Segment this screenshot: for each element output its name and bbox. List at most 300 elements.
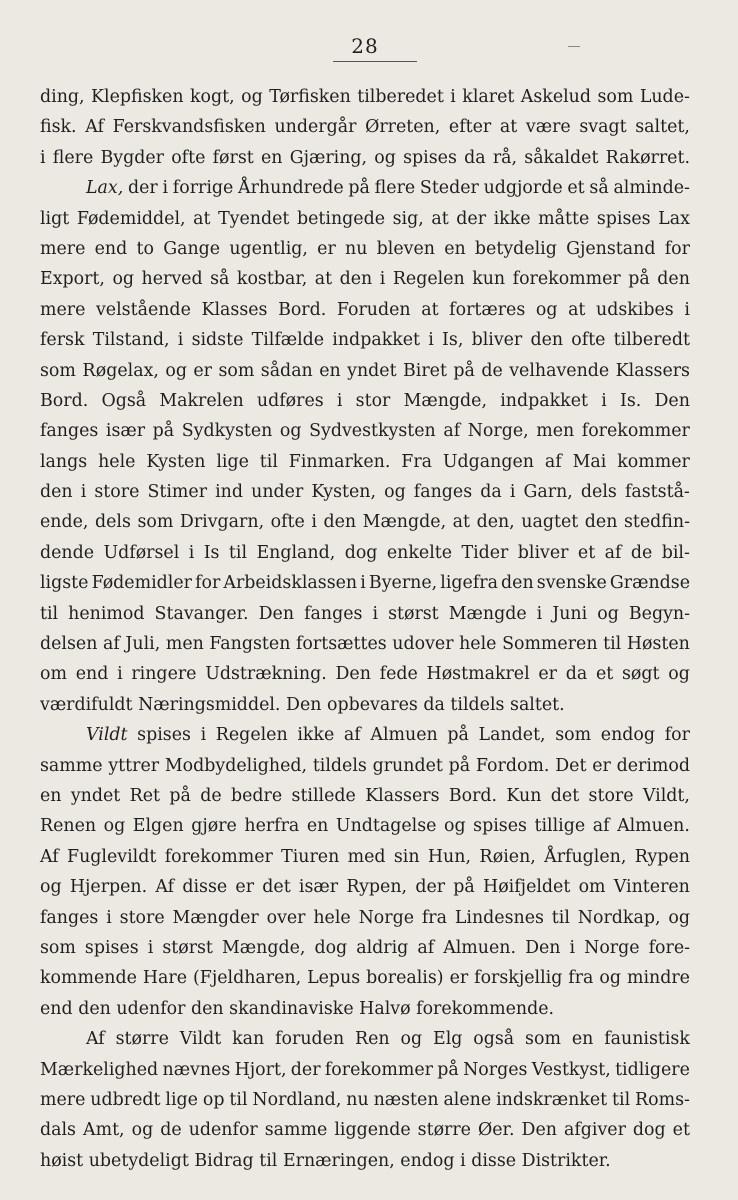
word: Bord. (448, 785, 498, 806)
word: Klassers (615, 360, 690, 381)
word: udover (392, 634, 454, 655)
word: dog (314, 937, 348, 958)
word: ligste (40, 573, 89, 594)
word: kan (232, 1029, 265, 1050)
word: skandinaviske (229, 998, 354, 1019)
word: til (259, 451, 278, 472)
word: forskjellig (474, 968, 563, 989)
word: at (452, 512, 471, 533)
word: klaret (462, 87, 515, 107)
word: værdifuldt (40, 694, 133, 715)
word: spises (84, 937, 139, 958)
word: Garn, (523, 482, 573, 503)
text-line (40, 781, 690, 811)
word: Tiuren (281, 846, 340, 867)
word: som (218, 360, 255, 381)
word: fede (379, 664, 418, 685)
word: flere (374, 178, 416, 199)
word: alene (443, 1089, 492, 1110)
word: mere (40, 238, 86, 259)
word: da (423, 694, 445, 715)
word: i (360, 573, 366, 594)
word: sig, (392, 208, 424, 229)
word: Vestkyst, (531, 1059, 611, 1080)
body-text (40, 82, 690, 1176)
word: dels (580, 482, 617, 503)
word: flere (52, 147, 94, 168)
word: dels (95, 512, 131, 533)
word: kommende (40, 968, 137, 989)
word: Tider (461, 542, 509, 563)
word: fore- (648, 937, 690, 958)
word: at (568, 299, 586, 320)
word: ikke (493, 208, 531, 229)
word: af (103, 634, 120, 655)
word: som (597, 87, 634, 107)
word: og (103, 816, 126, 837)
word: Lax (658, 208, 690, 229)
word: langs (40, 451, 88, 472)
word: i (336, 390, 343, 411)
word: Arbeidsklassen (223, 573, 358, 594)
word: dals (40, 1120, 76, 1141)
word: Renen (40, 816, 97, 837)
word: over (266, 907, 306, 928)
word: yndet (70, 785, 121, 806)
word: dog (344, 542, 378, 563)
word: ding, (40, 87, 85, 107)
word: Hun, (427, 846, 471, 867)
word: tildels (450, 694, 505, 715)
word: England, (256, 542, 336, 563)
word: udenfor (116, 998, 186, 1019)
word: og (444, 816, 466, 837)
word: Udstrækning. (205, 664, 327, 685)
word: kostbar, (236, 269, 308, 290)
word: fortæres (449, 299, 526, 320)
text-line (40, 994, 690, 1024)
word: især (298, 877, 339, 898)
word: ubetydeligt (88, 1150, 189, 1171)
word: nu (346, 1089, 369, 1110)
word: Mængde, (362, 512, 447, 533)
word: også (473, 1029, 515, 1050)
word: henimod (68, 603, 145, 624)
word: Almuen (370, 725, 438, 746)
word: stillede (291, 785, 356, 806)
word: betydelig (474, 238, 557, 259)
word: fra (568, 968, 594, 989)
word: Høsten (626, 634, 690, 655)
word: er (592, 755, 611, 776)
word: Årfuglen, (544, 846, 627, 867)
word: et (577, 542, 596, 563)
header-rule (333, 61, 417, 62)
text-line (40, 1055, 690, 1085)
word: Af (85, 117, 104, 138)
word: alminde- (613, 178, 690, 199)
word: være (525, 117, 571, 138)
word: ligefra (440, 573, 498, 594)
word: Rypen, (346, 877, 408, 898)
word: Af (40, 846, 59, 867)
text-line (40, 204, 690, 234)
word: der (415, 877, 446, 898)
word: Røgelax, (82, 360, 159, 381)
text-line (40, 963, 690, 993)
word: tilberedt (613, 330, 690, 351)
word: foruden (275, 1029, 345, 1050)
word: til (612, 1089, 631, 1110)
word: Foruden (336, 299, 411, 320)
word: Lepus (307, 968, 361, 989)
word: fortsættes (296, 634, 387, 655)
word: Lude- (639, 87, 690, 107)
italic-term: Vildt (86, 725, 128, 746)
word: Modbydelighed, (164, 755, 308, 776)
word: den (584, 512, 618, 533)
word: Udførsel (103, 542, 180, 563)
word: forekommer (512, 269, 621, 290)
text-line (40, 1024, 690, 1054)
word: Den (521, 1120, 557, 1141)
word: bliver (471, 330, 523, 351)
word: Høifjeldet (483, 877, 571, 898)
word: en (444, 238, 466, 259)
word: og (131, 1120, 154, 1141)
word: endog (400, 1150, 455, 1171)
word: Den (654, 390, 690, 411)
word: samme (264, 1120, 328, 1141)
word: Nordland, (252, 1089, 342, 1110)
word: Sydkysten (181, 421, 273, 442)
word: et (672, 1120, 690, 1141)
word: udbredt (90, 1089, 161, 1110)
word: hele (98, 451, 136, 472)
word: i (601, 390, 607, 411)
word: som (40, 937, 76, 958)
word: Øer. (478, 1120, 515, 1141)
word: Drivgarn, (179, 512, 265, 533)
word: grundet (372, 755, 443, 776)
word: på (348, 178, 370, 199)
word: større (115, 1029, 169, 1050)
text-line (40, 386, 690, 416)
word: og (279, 421, 302, 442)
word: Almuen. (443, 937, 517, 958)
word: på (453, 877, 475, 898)
word: hele (459, 634, 497, 655)
word: af (443, 421, 461, 442)
word: i (40, 147, 46, 168)
word: Ferskvandsfisken (112, 117, 266, 138)
word: en (571, 1029, 594, 1050)
text-line (40, 507, 690, 537)
word: der (128, 178, 158, 199)
word: i (569, 937, 576, 958)
word: som (555, 725, 592, 746)
word: af (343, 725, 361, 746)
word: spises (137, 725, 191, 746)
word: den (657, 269, 690, 290)
word: det (550, 785, 580, 806)
word: svenske (536, 573, 607, 594)
word: Nordkap, (577, 907, 661, 928)
word: og (112, 269, 135, 290)
word: end (94, 238, 128, 259)
word: en (319, 360, 341, 381)
word: de (200, 785, 222, 806)
word: men (165, 634, 204, 655)
word: de (160, 1120, 182, 1141)
word: Rypen (634, 846, 690, 867)
word: i (509, 482, 516, 503)
word: store (94, 482, 140, 503)
word: ofte (571, 330, 606, 351)
word: et (595, 664, 614, 685)
word: ringere (131, 664, 197, 685)
text-line (40, 416, 690, 446)
word: til (40, 603, 59, 624)
word: Hjort, (234, 1059, 287, 1080)
word: Fødemidler (91, 573, 192, 594)
word: at (421, 299, 439, 320)
word: at (193, 208, 211, 229)
word: søgt (622, 664, 660, 685)
word: Norges (463, 1059, 528, 1080)
word: som (137, 512, 174, 533)
word: nu (345, 238, 368, 259)
word: i (684, 299, 690, 320)
text-line (40, 356, 690, 386)
word: de (481, 360, 503, 381)
word: Norge, (467, 421, 529, 442)
word: til (551, 907, 570, 928)
word: udføres (256, 390, 324, 411)
word: i (311, 512, 317, 533)
word: Almuen. (617, 816, 690, 837)
word: da (565, 664, 588, 685)
word: med (347, 846, 386, 867)
word: er (538, 664, 557, 685)
word: og (597, 603, 619, 624)
word: og (40, 877, 62, 898)
text-line (40, 173, 690, 203)
word: om (40, 664, 67, 685)
word: Bord. (40, 390, 89, 411)
word: den (501, 573, 534, 594)
text-line (40, 447, 690, 477)
word: Mængde, (221, 937, 306, 958)
word: i (428, 330, 434, 351)
word: udgjorde (483, 178, 563, 199)
word: Kun (506, 785, 542, 806)
word: der (456, 208, 487, 229)
word: betingede (296, 208, 386, 229)
word: derimod (616, 755, 690, 776)
word: på (628, 269, 650, 290)
word: at (314, 269, 333, 290)
word: så (210, 269, 230, 290)
word: mere (40, 299, 86, 320)
word: i (117, 664, 123, 685)
word: Århundrede (238, 178, 344, 199)
word: dog (632, 1120, 666, 1141)
word: Kysten, (311, 482, 376, 503)
word: Ørreten, (365, 117, 441, 138)
text-line (40, 659, 690, 689)
word: og (165, 360, 187, 381)
word: på (437, 1059, 459, 1080)
word: Makrelen (159, 390, 244, 411)
word: Is. (619, 390, 642, 411)
text-line (40, 538, 690, 568)
text-line (40, 599, 690, 629)
word: Vinteren (613, 877, 690, 898)
word: Bord. (278, 299, 327, 320)
word: tidligere (615, 1059, 690, 1080)
word: yttrer (108, 755, 160, 776)
word: mindre (626, 968, 690, 989)
word: Gjenstand (566, 238, 656, 259)
word: Ren (355, 1029, 390, 1050)
word: i (162, 178, 169, 199)
word: Byerne, (368, 573, 438, 594)
page-header (0, 34, 738, 64)
word: for (195, 573, 221, 594)
word: udskibes (596, 299, 674, 320)
word: Hare (142, 968, 188, 989)
word: fanges (40, 907, 99, 928)
word: Næringsmiddel. (138, 694, 281, 715)
text-line (40, 477, 690, 507)
word: op (202, 1089, 225, 1110)
word: endog (600, 725, 656, 746)
word: i (536, 603, 543, 624)
word: Landet, (478, 725, 546, 746)
text-line (40, 811, 690, 841)
word: større (417, 1120, 471, 1141)
word: Finmarken. (288, 451, 391, 472)
word: Juli, (125, 634, 161, 655)
text-line (40, 264, 690, 294)
word: Tilfælde (251, 330, 325, 351)
word: Undtagelse (335, 816, 437, 837)
word: i (450, 87, 456, 107)
word: fisk. (40, 117, 77, 138)
word: Fødemiddel, (76, 208, 186, 229)
word: fra (421, 907, 447, 928)
word: opbevares (327, 694, 418, 715)
word: i (460, 1150, 466, 1171)
word: og (400, 1029, 423, 1050)
word: de (630, 542, 653, 563)
word: Bidrag (194, 1150, 254, 1171)
word: ofte (171, 147, 206, 168)
word: næsten (373, 1089, 439, 1110)
word: to (136, 238, 154, 259)
word: Tyendet (218, 208, 290, 229)
text-line (40, 629, 690, 659)
word: undergår (274, 117, 357, 138)
word: til (228, 542, 248, 563)
word: Stavanger. (154, 603, 249, 624)
word: i (106, 907, 112, 928)
word: Høstmakrel (426, 664, 530, 685)
word: enkelte (386, 542, 453, 563)
word: den (323, 512, 357, 533)
word: Mai (572, 451, 607, 472)
text-line (40, 295, 690, 325)
word: Kysten (146, 451, 206, 472)
word: Gjæring, (289, 147, 368, 168)
word: Mærkelighed (40, 1059, 159, 1080)
word: svagt (579, 117, 627, 138)
word: Fra (401, 451, 432, 472)
word: indskrænket (496, 1089, 608, 1110)
word: men (536, 421, 575, 442)
word: Lindesnes (454, 907, 544, 928)
word: Halvø (359, 998, 411, 1019)
word: tilberedet (357, 87, 444, 107)
word: en (40, 785, 62, 806)
word: saltet, (635, 117, 690, 138)
word: Amt, (83, 1120, 125, 1141)
word: som (40, 360, 76, 381)
word: såkaldet (524, 147, 599, 168)
word: Is, (442, 330, 464, 351)
page-number: 28 (351, 34, 379, 58)
word: Sommeren (502, 634, 598, 655)
word: størst (162, 937, 213, 958)
word: Norge (358, 907, 415, 928)
word: hele (313, 907, 351, 928)
word: disse (471, 1150, 517, 1171)
word: den (530, 330, 564, 351)
word: fanges (40, 421, 99, 442)
word: på (453, 360, 475, 381)
word: et (567, 178, 585, 199)
word: og (668, 664, 690, 685)
word: er (449, 968, 469, 989)
word: Det (555, 755, 587, 776)
word: Den (335, 664, 371, 685)
text-line (40, 1115, 690, 1145)
word: sidste (191, 330, 244, 351)
text-line (40, 143, 690, 173)
word: lige (216, 451, 249, 472)
word: Udgangen (442, 451, 535, 472)
word: (Fjeldharen, (192, 968, 302, 989)
word: Vildt (179, 1029, 222, 1050)
word: Tilstand, (92, 330, 170, 351)
word: velhavende (509, 360, 610, 381)
word: og (384, 482, 406, 503)
word: bedre (231, 785, 283, 806)
word: Export, (40, 269, 105, 290)
text-line (40, 933, 690, 963)
word: til (259, 1150, 278, 1171)
word: Roms- (635, 1089, 690, 1110)
word: stedfin- (623, 512, 690, 533)
word: tildels (312, 755, 367, 776)
text-line (40, 872, 690, 902)
word: Mængder (172, 907, 259, 928)
word: i (80, 482, 87, 503)
word: herfra (244, 816, 300, 837)
word: på (447, 725, 469, 746)
text-line (40, 903, 690, 933)
